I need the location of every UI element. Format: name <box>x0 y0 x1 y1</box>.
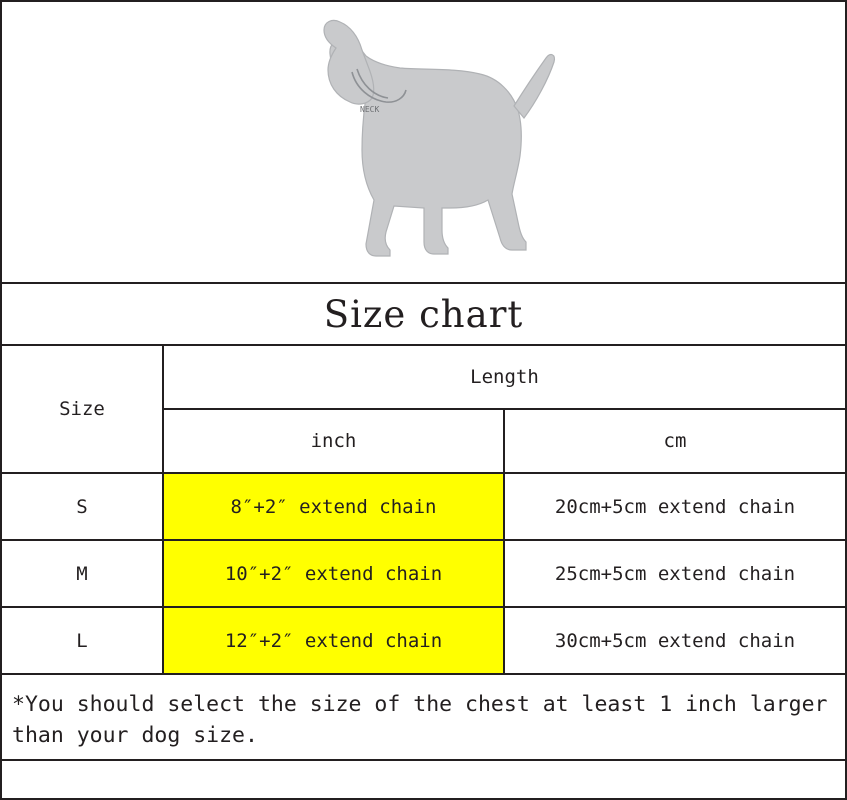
cell-cm-m: 25cm+5cm extend chain <box>504 540 845 607</box>
cell-size-m: M <box>2 540 163 607</box>
table-row <box>2 607 845 674</box>
cell-cm-l: 30cm+5cm extend chain <box>504 607 845 674</box>
table-row <box>2 473 845 540</box>
table-header-row-1 <box>2 346 845 409</box>
header-inch: inch <box>163 409 504 473</box>
header-length: Length <box>163 346 845 409</box>
cell-inch-s: 8″+2″ extend chain <box>163 473 504 540</box>
header-cm: cm <box>504 409 845 473</box>
header-size: Size <box>2 346 163 473</box>
cell-cm-s: 20cm+5cm extend chain <box>504 473 845 540</box>
illustration-panel <box>2 2 845 284</box>
cell-size-l: L <box>2 607 163 674</box>
size-note: *You should select the size of the chest at least 1 inch larger than your dog size. <box>12 692 828 749</box>
cell-inch-m: 10″+2″ extend chain <box>163 540 504 607</box>
title-row <box>2 284 845 346</box>
note-panel <box>2 675 845 761</box>
page-title: Size chart <box>323 292 524 336</box>
size-table <box>2 346 845 675</box>
table-row <box>2 540 845 607</box>
cell-size-s: S <box>2 473 163 540</box>
cell-inch-l: 12″+2″ extend chain <box>163 607 504 674</box>
bottom-strip <box>2 761 845 787</box>
neck-label: NECK <box>359 105 379 114</box>
dog-silhouette-icon <box>274 10 574 270</box>
